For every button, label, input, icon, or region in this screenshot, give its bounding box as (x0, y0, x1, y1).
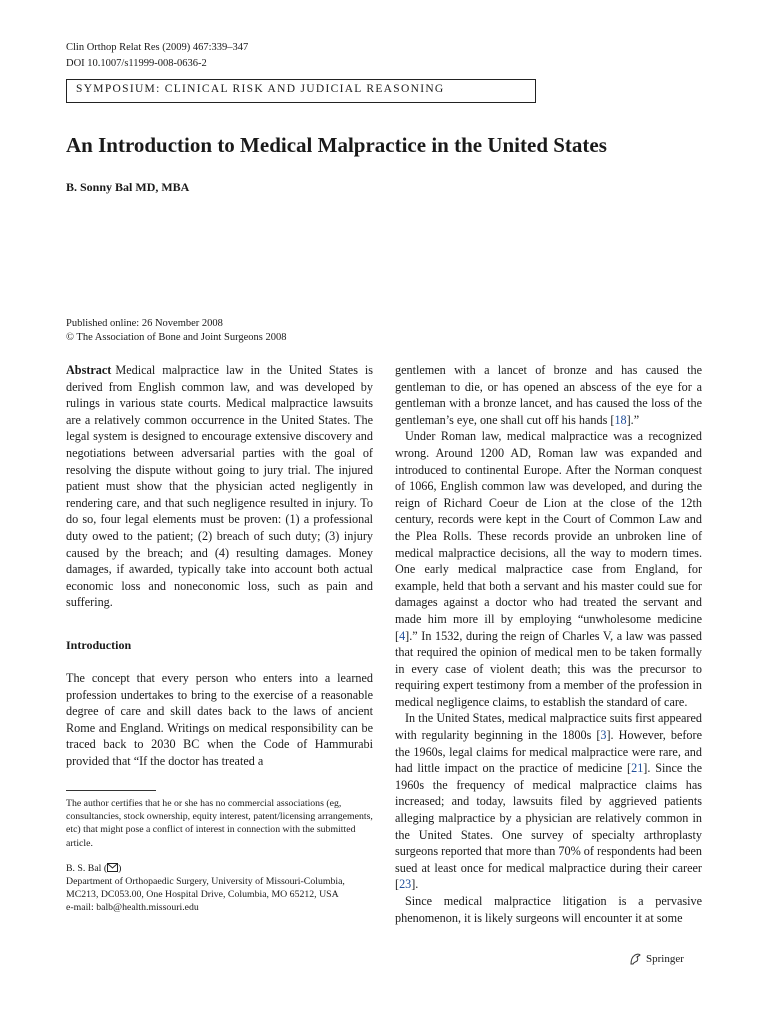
department-address: Department of Orthopaedic Surgery, University of Missouri-Columbia, MC213, DC053.00, One Hospital Drive, Columbia, MO 65212, USA (66, 876, 345, 900)
introduction-text: The concept that every person who enters into a learned profession undertakes to bring to the exercise of a reasonable degree of care and skill dates back to the laws of ancient Rome and England. Writings on medical responsibility can be traced back to 2030 BC when the Code of Hammurabi provided that “If the doctor has treated a (66, 671, 373, 768)
footnote-divider (66, 790, 156, 791)
conflict-of-interest-note: The author certifies that he or she has no commercial associations (eg, consultancies, stock ownership, equity interest, patent/licensing arrangements, etc) that might pose a conflict of interest in connection with the submitted article. (66, 798, 373, 849)
publisher-name: Springer (646, 953, 684, 965)
author-affiliation (66, 862, 373, 914)
author-name: B. Sonny Bal MD, MBA (66, 180, 190, 194)
paragraph-hammurabi: gentlemen with a lancet of bronze and has caused the gentleman to die, or has opened an abscess of the eye for a gentleman with a bronze lancet, and has caused the loss of the gentleman’s eye, one shall cut off his hands [18].” (395, 363, 702, 427)
abstract-label: Abstract (66, 363, 112, 377)
abstract-block (66, 362, 373, 611)
citation-link[interactable]: 21 (631, 761, 644, 776)
article-title: An Introduction to Medical Malpractice in the United States (66, 133, 607, 157)
publisher-mark (628, 952, 684, 966)
introduction-heading: Introduction (66, 638, 132, 652)
email-address[interactable]: e-mail: balb@health.missouri.edu (66, 902, 199, 913)
copyright-line: © The Association of Bone and Joint Surgeons 2008 (66, 332, 287, 343)
paragraph-roman-law: Under Roman law, medical malpractice was a recognized wrong. Around 1200 AD, Roman law was expanded and introduced to continental Europe. After the Norman conquest of 1066, English common law was developed, and during the reign of Richard Coeur de Lion at the close of the 12th century, records were kept in the Court of Common Law and the Plea Rolls. These records provide an unbroken line of medical malpractice decisions, all the way to modern times. One early medical malpractice case from England, for example, held that both a servant and his master could sue for damages against a doctor who had treated the servant and made him more ill by employing “unwholesome medicine [4].” In 1532, during the reign of Charles V, a law was passed that required the opinion of medical men to be taken formally in every case of violent death; this was the precursor to requiring expert testimony from a member of the profession in medical negligence claims, to establish the standard of care. (395, 429, 702, 709)
paragraph-litigation: Since medical malpractice litigation is a pervasive phenomenon, it is likely surgeons will encounter it at some (395, 894, 702, 925)
introduction-body (66, 670, 373, 770)
citation-link[interactable]: 3 (600, 728, 607, 743)
citation-link[interactable]: 4 (399, 628, 406, 643)
citation-link[interactable]: 23 (399, 877, 412, 892)
paragraph-united-states: In the United States, medical malpractice suits first appeared with regularity beginning in the 1800s [3]. However, before the 1960s, legal claims for medical malpractice were rare, and had little impact on the practice of medicine [21]. Since the 1960s the frequency of medical malpractice claims has increased; and today, lawsuits filed by aggrieved patients alleging malpractice by a physician are relatively common in the United States. One survey of specialty arthroplasty surgeons reported that more than 70% of respondents had been sued at least once for medical malpractice during their career [23]. (395, 711, 702, 892)
symposium-label: SYMPOSIUM: CLINICAL RISK AND JUDICIAL REASONING (76, 83, 445, 95)
springer-horse-icon (628, 952, 642, 966)
correspondence-name: B. S. Bal ( ) (66, 863, 122, 874)
doi-link[interactable]: DOI 10.1007/s11999-008-0636-2 (66, 58, 207, 69)
symposium-banner (66, 79, 536, 103)
journal-citation: Clin Orthop Relat Res (2009) 467:339–347 (66, 42, 249, 53)
abstract-text: Medical malpractice law in the United States is derived from English common law, and was developed by rulings in various state courts. Medical malpractice lawsuits are a relatively common occurrence in the United States. The legal system is designed to encourage extensive discovery and negotiations between adversarial parties with the goal of resolving the dispute without going to jury trial. The injured patient must show that the physician acted negligently in rendering care, and that such negligence resulted in injury. To do so, four legal elements must be proven: (1) a professional duty owed to the patient; (2) breach of such duty; (3) injury caused by the breach; and (4) resulting damages. Money damages, if awarded, typically take into account both actual economic loss and noneconomic loss, such as pain and suffering. (66, 363, 373, 610)
citation-link[interactable]: 18 (614, 412, 627, 427)
published-date: Published online: 26 November 2008 (66, 318, 223, 329)
right-column-body (395, 362, 702, 926)
envelope-icon (107, 863, 118, 872)
